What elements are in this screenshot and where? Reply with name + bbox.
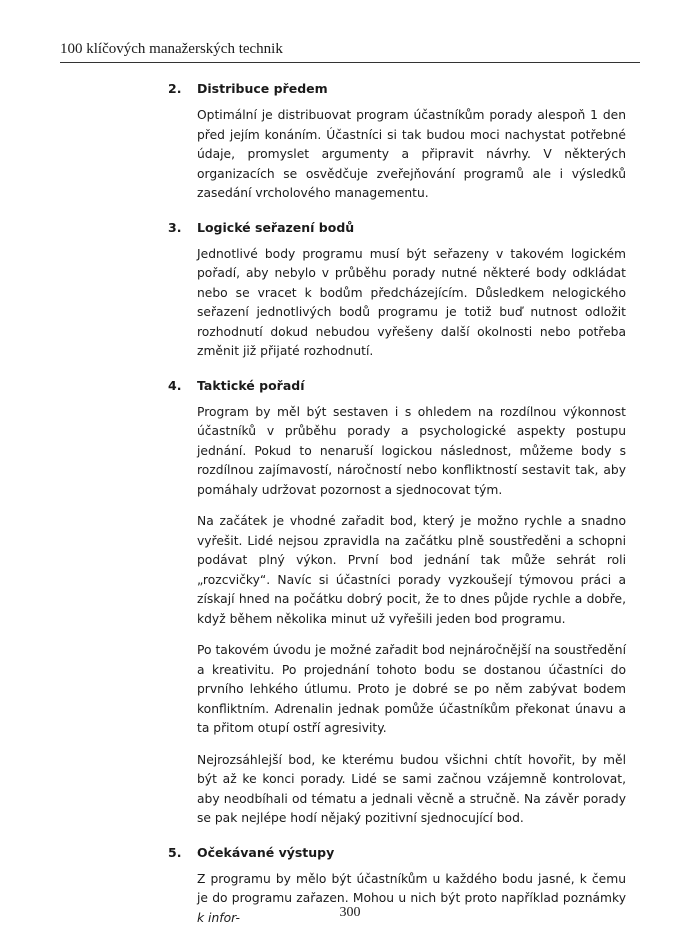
section-number: 3. (168, 219, 182, 235)
header-rule (60, 62, 640, 63)
section-4 (170, 376, 626, 829)
paragraph: Optimální je distribuovat program účastníkům porady alespoň 1 den před jejím konáním. Účastníci si tak budou moci nachystat potřebné údaje, promyslet argumenty a připravit návrhy. V některých organizacích se osvědčuje zveřejňování programů ale i výsledků zasedání vrcholového managementu. (197, 108, 626, 200)
section-title: Distribuce předem (197, 81, 328, 96)
section-2 (170, 79, 626, 204)
section-number: 5. (168, 844, 182, 860)
paragraph: Na začátek je vhodné zařadit bod, který je možno rychle a snadno vyřešit. Lidé nejsou zpravidla na začátku plně soustředěni a schopni podávat plný výkon. První bod jednání tak může sehrát roli „rozcvičky“. Navíc si účastníci porady vyzkoušejí týmovou práci a získají hned na počátku dobrý pocit, že to dnes půjde rychle a dobře, když během několika minut už vyřešili jeden bod programu. (197, 514, 626, 626)
section-3 (170, 218, 626, 362)
section-heading (170, 79, 626, 99)
section-number: 2. (168, 81, 182, 96)
section-title: Taktické pořadí (197, 377, 305, 393)
page-body (170, 79, 626, 942)
section-number: 4. (168, 377, 182, 393)
paragraph: Po takovém úvodu je možné zařadit bod nejnáročnější na soustředění a kreativitu. Po projednání tohoto bodu se dostanou účastníci do prvního lehkého útlumu. Proto je dobré se po něm zabývat bodem konfliktním. Adrenalin jednak pomůže účastníkům překonat únavu a ta přitom otupí ostří agresivity. (197, 643, 626, 735)
page-number: 300 (339, 905, 361, 920)
section-heading (170, 218, 626, 238)
running-header: 100 klíčových manažerských technik (60, 41, 283, 57)
section-title: Logické seřazení bodů (197, 219, 355, 235)
section-title: Očekávané výstupy (197, 844, 335, 860)
section-heading (170, 376, 626, 396)
section-heading (170, 843, 626, 863)
paragraph-text: Z programu by mělo být účastníkům u každého bodu jasné, k čemu je do programu zařazen. Mohou u nich být proto například poznámky (197, 871, 626, 905)
italic-text: k infor- (197, 910, 240, 925)
paragraph: Program by měl být sestaven i s ohledem na rozdílnou výkonnost účastníků v průběhu porady a psychologické aspekty postupu jednání. Pokud to nenaruší logickou následnost, můžeme body s rozdílnou zajímavostí, náročností nebo konfliktností sestavit tak, aby pomáhaly udržovat pozornost a sjednocovat tým. (197, 404, 626, 497)
paragraph: Nejrozsáhlejší bod, ke kterému budou všichni chtít hovořit, by měl být až ke konci porady. Lidé se sami začnou vzájemně kontrolovat, aby neodbíhali od tématu a jednali věcně a stručně. Na závěr porady se pak nejlépe hodí nějaký pozitivní sjednocující bod. (197, 752, 626, 825)
paragraph: Jednotlivé body programu musí být seřazeny v takovém logickém pořadí, aby nebylo v průběhu porady nutné některé body odkládat nebo se vracet k bodům předcházejícím. Důsledkem nelogického seřazení jednotlivých bodů programu je totiž buď nutnost odložit rozhodnutí dokud nebudou vyřešeny další okolnosti nebo potřeba změnit již přijaté rozhodnutí. (197, 246, 626, 358)
